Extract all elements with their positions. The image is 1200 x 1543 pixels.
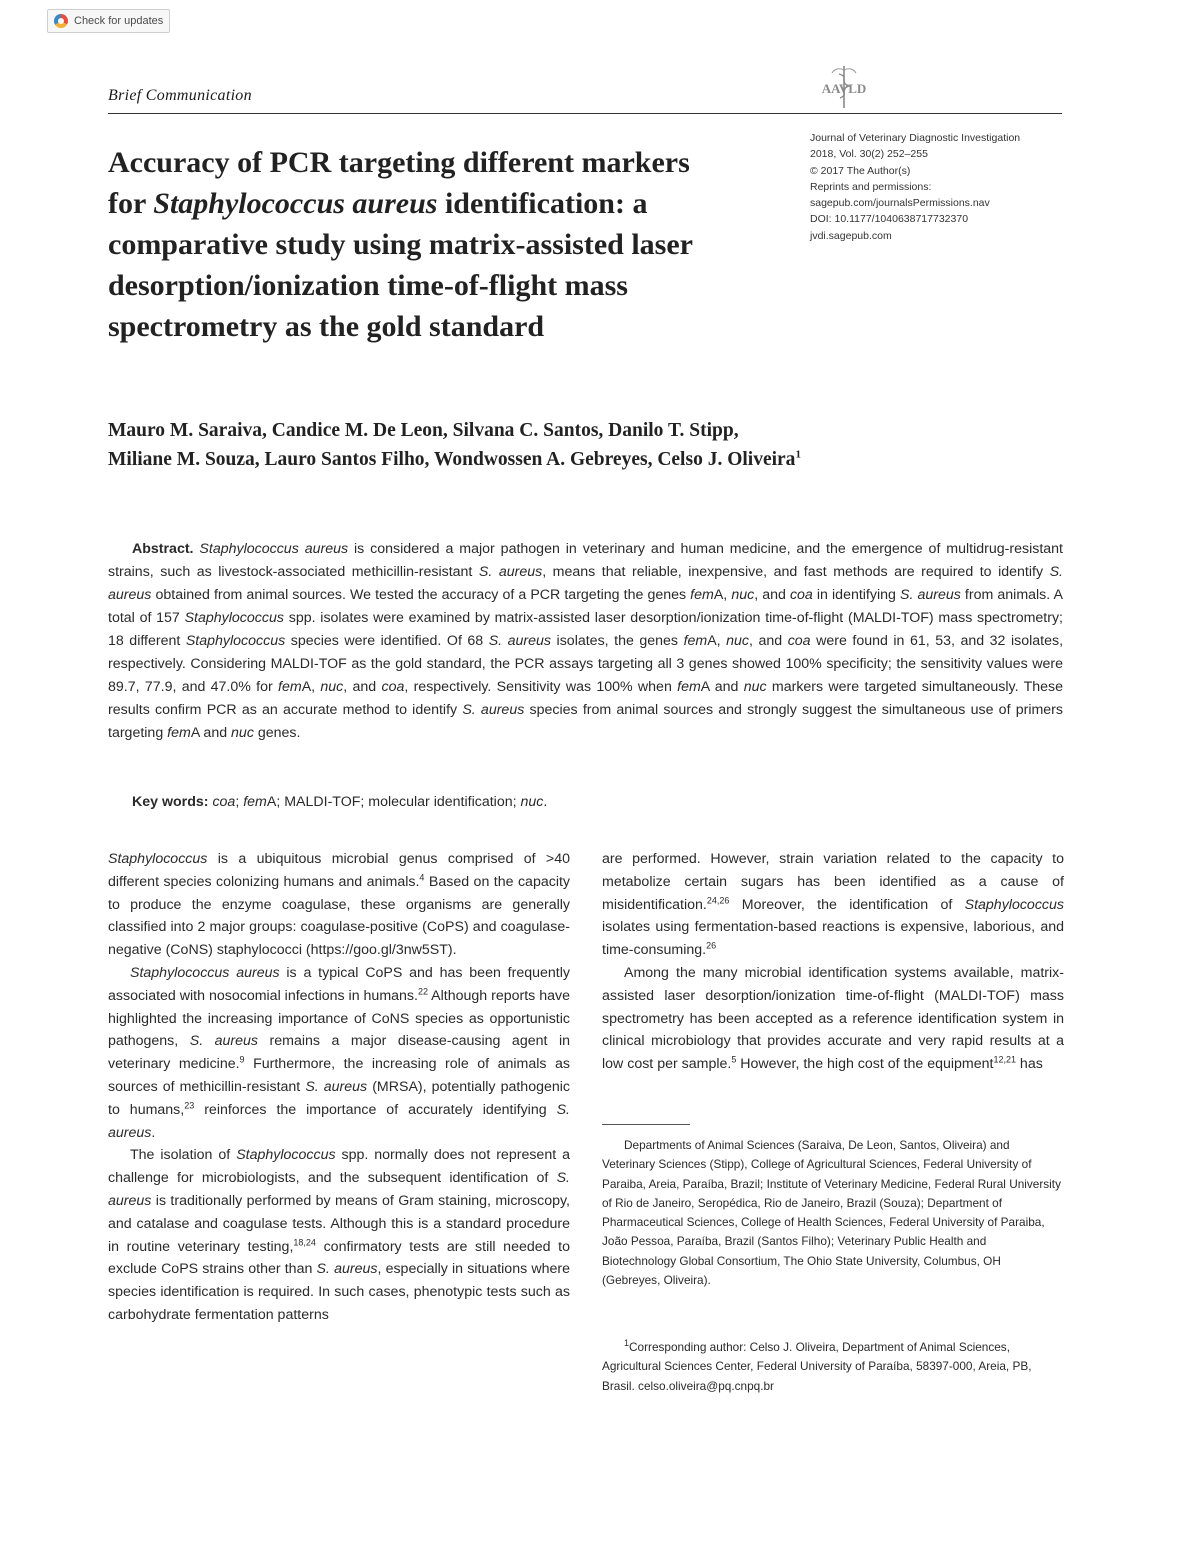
svg-text:AAVLD: AAVLD bbox=[821, 81, 867, 96]
body-column-left bbox=[108, 848, 570, 1327]
affiliations-footnote: Departments of Animal Sciences (Saraiva, De Leon, Santos, Oliveira) and Veterinary Sciences (Stipp), College of Agricultural Sciences, Federal University of Paraiba, Areia, Paraíba, Brazil; Institute of Veterinary Medicine, Federal Rural University of Rio de Janeiro, Seropédica, Rio de Janeiro, Brazil (Souza); Department of Pharmaceutical Sciences, College of Health Sciences, Federal University of Paraiba, João Pessoa, Paraíba, Brazil (Santos Filho); Veterinary Public Health and Biotechnology Global Consortium, The Ohio State University, Columbus, OH (Gebreyes, Oliveira). bbox=[602, 1138, 1061, 1288]
citation-ref[interactable]: 9 bbox=[239, 1054, 245, 1065]
body-paragraph: are performed. However, strain variation related to the capacity to metabolize certain sugars has been identified as a cause of misidentification.$^{24,26}$ Moreover, the identification of Staphylococcus isolates using fermentation-based reactions is expensive, laborious, and time-consuming.$^{26}$ bbox=[602, 851, 1064, 959]
citation-ref[interactable]: 4 bbox=[419, 872, 425, 883]
author-list: Mauro M. Saraiva, Candice M. De Leon, Silvana C. Santos, Danilo T. Stipp, Miliane M. Souza, Lauro Santos Filho, Wondwossen A. Gebreyes, Celso J. Oliveira$^1$ bbox=[108, 420, 801, 470]
section-label: Brief Communication bbox=[108, 87, 252, 104]
citation-ref[interactable]: 22 bbox=[417, 986, 428, 997]
check-for-updates-button[interactable] bbox=[47, 9, 170, 33]
journal-site-link[interactable]: jvdi.sagepub.com bbox=[810, 229, 892, 242]
body-paragraph: Staphylococcus is a ubiquitous microbial genus comprised of >40 different species colonizing humans and animals.$^4$ Based on the capacity to produce the enzyme coagulase, these organisms are generally classified into 2 major groups: coagulase-positive (CoPS) and coagulase-negative (CoNS) staphylococci (https://goo.gl/3nw5ST). bbox=[108, 851, 571, 959]
journal-name: Journal of Veterinary Diagnostic Investigation bbox=[810, 132, 1021, 144]
body-paragraph: Staphylococcus aureus is a typical CoPS and has been frequently associated with nosocomial infections in humans.$^{22}$ Although reports have highlighted the increasing importance of CoNS species as opportunistic pathogens, S. aureus remains a major disease-causing agent in veterinary medicine.$^9$ Furthermore, the increasing role of animals as sources of methicillin-resistant S. aureus (MRSA), potentially pathogenic to humans,$^{23}$ reinforces the importance of accurately identifying S. aureus. bbox=[108, 964, 571, 1141]
body-column-right bbox=[602, 848, 1064, 1076]
citation-ref[interactable]: 24,26 bbox=[706, 894, 730, 905]
journal-volume: 2018, Vol. 30(2) 252–255 bbox=[810, 148, 928, 161]
author-affiliation-marker: 1 bbox=[795, 448, 801, 461]
citation-ref[interactable]: 12,21 bbox=[993, 1054, 1016, 1065]
journal-info bbox=[810, 130, 1070, 244]
keywords-label: Key words: bbox=[132, 794, 209, 810]
reprints-label: Reprints and permissions: bbox=[810, 180, 932, 193]
permissions-link[interactable]: sagepub.com/journalsPermissions.nav bbox=[810, 197, 990, 210]
footnote-rule bbox=[602, 1124, 690, 1125]
keywords: Key words: coa; femA; MALDI-TOF; molecular identification; nuc. bbox=[132, 794, 548, 810]
aavld-logo-icon bbox=[806, 64, 882, 110]
citation-ref[interactable]: 18,24 bbox=[293, 1236, 316, 1247]
header-rule bbox=[108, 113, 1062, 114]
citation-ref[interactable]: 26 bbox=[706, 940, 717, 951]
check-for-updates-label: Check for updates bbox=[74, 15, 164, 27]
copyright: © 2017 The Author(s) bbox=[810, 164, 911, 177]
body-paragraph: The isolation of Staphylococcus spp. normally does not represent a challenge for microbiologists, and the subsequent identification of S. aureus is traditionally performed by means of Gram staining, microscopy, and catalase and coagulase tests. Although this is a standard procedure in routine veterinary testing,$^{18,24}$ confirmatory tests are still needed to exclude CoPS strains other than S. aureus, especially in situations where species identification is required. In such cases, phenotypic tests such as carbohydrate fermentation patterns bbox=[108, 1147, 570, 1323]
article-title: Accuracy of PCR targeting different markers for Staphylococcus aureus identification: a comparative study using matrix-assisted laser desorption/ionization time-of-flight mass spectrometry as the gold standard bbox=[108, 146, 693, 343]
update-icon bbox=[54, 14, 68, 28]
corresponding-author-footnote: $^1$Corresponding author: Celso J. Oliveira, Department of Animal Sciences, Agricultural Sciences Center, Federal University of Paraíba, 58397-000, Areia, PB, Brasil. celso.oliveira@pq.cnpq.br bbox=[602, 1338, 1032, 1393]
doi-link[interactable]: DOI: 10.1177/1040638717732370 bbox=[810, 213, 969, 226]
citation-ref[interactable]: 23 bbox=[184, 1100, 195, 1111]
body-paragraph: Among the many microbial identification systems available, matrix-assisted laser desorption/ionization time-of-flight (MALDI-TOF) mass spectrometry has been accepted as a reference identification system in clinical microbiology that provides accurate and very rapid results at a low cost per sample.$^5$ However, the high cost of the equipment$^{12,21}$ has bbox=[602, 964, 1064, 1073]
abstract: Abstract. Staphylococcus aureus is considered a major pathogen in veterinary and human medicine, and the emergence of multidrug-resistant strains, such as livestock-associated methicillin-resistant S. aureus, means that reliable, inexpensive, and fast methods are required to identify S. aureus obtained from animal sources. We tested the accuracy of a PCR targeting the genes femA, nuc, and coa in identifying S. aureus from animals. A total of 157 Staphylococcus spp. isolates were examined by matrix-assisted laser desorption/ionization time-of-flight (MALDI-TOF) mass spectrometry; 18 different Staphylococcus species were identified. Of 68 S. aureus isolates, the genes femA, nuc, and coa were found in 61, 53, and 32 isolates, respectively. Considering MALDI-TOF as the gold standard, the PCR assays targeting all 3 genes showed 100% specificity; the sensitivity values were 89.7, 77.9, and 47.0% for femA, nuc, and coa, respectively. Sensitivity was 100% when femA and nuc markers were targeted simultaneously. These results confirm PCR as an accurate method to identify S. aureus species from animal sources and strongly suggest the simultaneous use of primers targeting femA and nuc genes. bbox=[108, 541, 1064, 741]
citation-ref[interactable]: 5 bbox=[731, 1054, 737, 1065]
abstract-label: Abstract. bbox=[132, 541, 194, 557]
